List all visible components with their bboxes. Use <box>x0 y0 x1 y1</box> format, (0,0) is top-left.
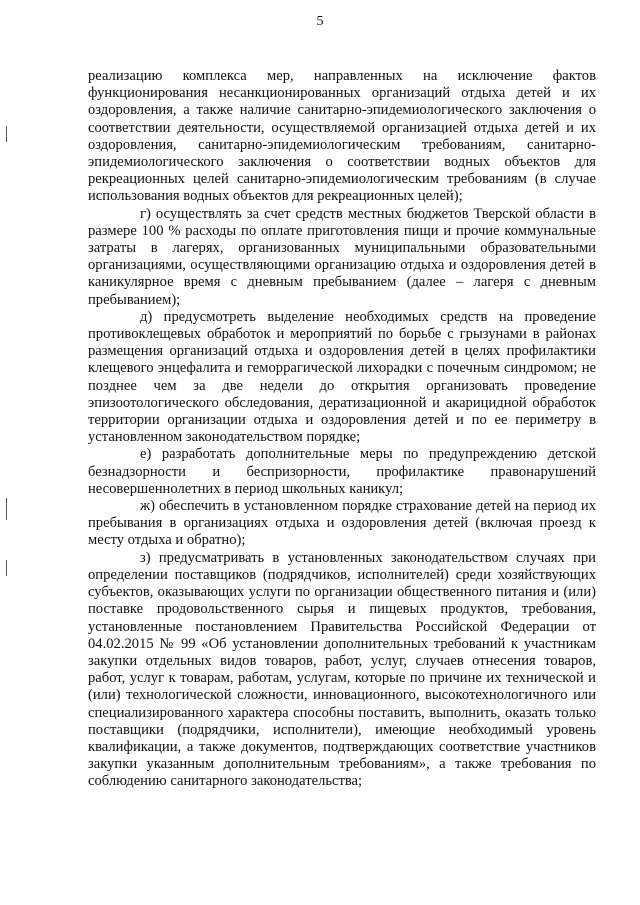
scan-margin-mark <box>6 126 7 142</box>
paragraph-continuation: реализацию комплекса мер, направленных на исключение фактов функционирования несанкционированных организаций отдыха детей и их оздоровления, а также наличие санитарно-эпидемиологического заключения о соответствии деятельности, осуществляемой организацией отдыха детей и их оздоровления, санитарно-эпидемиологическим требованиям, санитарно-эпидемиологического заключения о соответствии водных объектов для рекреационных целей санитарно-эпидемиологическим требованиям (в случае использования водных объектов для рекреационных целей); <box>88 68 596 205</box>
scan-margin-mark <box>6 560 7 576</box>
paragraph-item-z: з) предусматривать в установленных законодательством случаях при определении поставщиков (подрядчиков, исполнителей) среди хозяйствующих субъектов, оказывающих услуги по организации общественного питания и (или) поставке продовольственного сырья и пищевых продуктов, требования, установленные постановлением Правительства Российской Федерации от 04.02.2015 № 99 «Об установлении дополнительных требований к участникам закупки отдельных видов товаров, работ, услуг, случаев отнесения товаров, работ, услуг к товарам, работам, услугам, которые по причине их технической и (или) технологической сложности, инновационного, высокотехнологичного или специализированного характера способны поставить, выполнить, оказать только поставщики (подрядчики, исполнители), имеющие необходимый уровень квалификации, а также документов, подтверждающих соответствие участников закупки указанным дополнительным требованиям», а также требования по соблюдению санитарного законодательства; <box>88 549 596 790</box>
document-body <box>88 68 596 791</box>
scan-margin-mark <box>6 498 7 520</box>
paragraph-item-g: г) осуществлять за счет средств местных бюджетов Тверской области в размере 100 % расходы по оплате приготовления пищи и прочие коммунальные затраты в лагерях, организованных муниципальными образовательными организациями, осуществляющими организацию отдыха и оздоровления детей в каникулярное время с дневным пребыванием (далее – лагеря с дневным пребыванием); <box>88 205 596 308</box>
paragraph-item-e: е) разработать дополнительные меры по предупреждению детской безнадзорности и беспризорности, профилактике правонарушений несовершеннолетних в период школьных каникул; <box>88 446 596 497</box>
paragraph-item-zh: ж) обеспечить в установленном порядке страхование детей на период их пребывания в организациях отдыха и оздоровления детей (включая проезд к месту отдыха и обратно); <box>88 498 596 549</box>
paragraph-item-d: д) предусмотреть выделение необходимых средств на проведение противоклещевых обработок и мероприятий по борьбе с грызунами в районах размещения организаций отдыха и оздоровления детей в целях профилактики клещевого энцефалита и геморрагической лихорадки с почечным синдромом; не позднее чем за две недели до открытия организовать проведение эпизоотологического обследования, дератизационной и акарицидной обработок территории организации отдыха и оздоровления детей и по ее периметру в установленном законодательством порядке; <box>88 308 596 446</box>
page-number: 5 <box>316 14 324 29</box>
